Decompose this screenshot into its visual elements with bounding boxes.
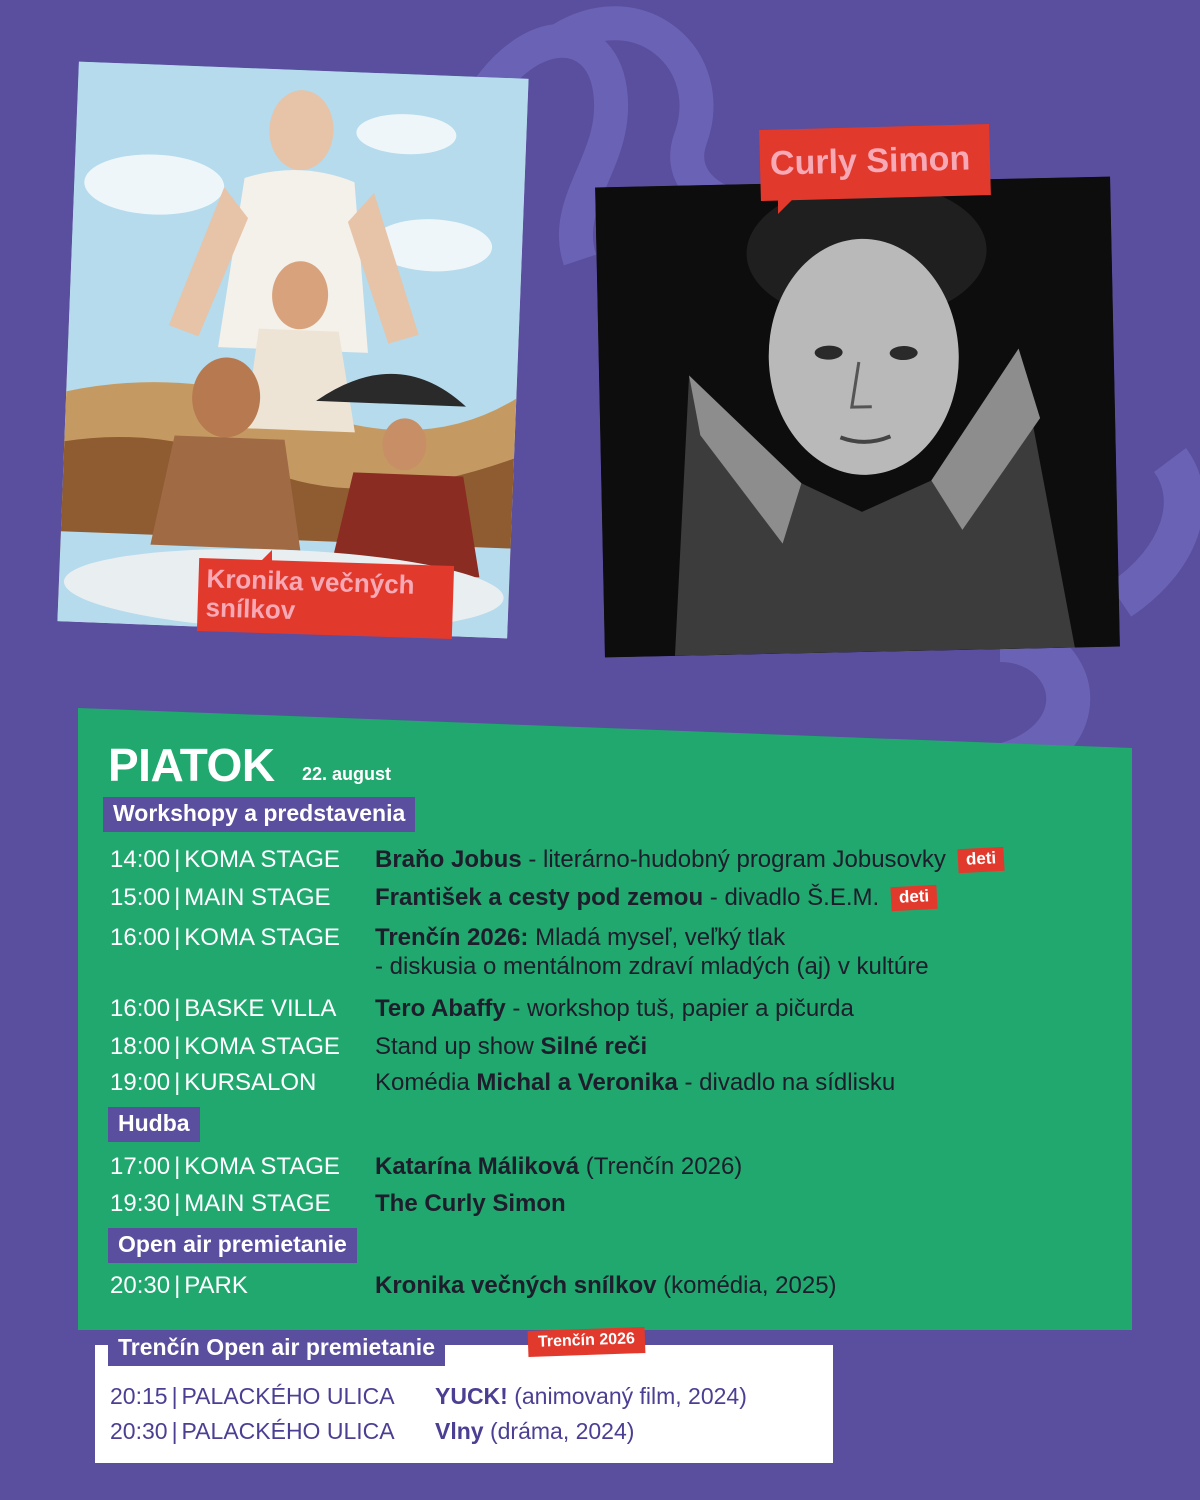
row-act-bold: YUCK! xyxy=(435,1383,508,1409)
row-act-text: Mladá myseľ, veľký tlak xyxy=(528,924,786,951)
row-act-bold: Silné reči xyxy=(540,1033,648,1060)
row-venue: KOMA STAGE xyxy=(184,924,340,951)
row-act-text: - divadlo na sídlisku xyxy=(677,1069,896,1096)
row-venue: KOMA STAGE xyxy=(184,1153,340,1180)
artist-portrait-illustration xyxy=(595,177,1120,658)
schedule-row: 15:00 | MAIN STAGE František a cesty pod zemou - divadlo Š.E.M. deti xyxy=(110,884,331,913)
day-date: 22. august xyxy=(302,764,392,784)
row-time: 20:30 xyxy=(110,1272,171,1299)
row-time: 18:00 xyxy=(110,1033,171,1060)
kids-badge: deti xyxy=(957,847,1004,874)
schedule-row: 19:00 | KURSALON Komédia Michal a Veronika - divadlo na sídlisku xyxy=(110,1069,896,1096)
film-poster-illustration xyxy=(57,62,528,639)
section-openair-title: Open air premietanie xyxy=(108,1228,357,1263)
day-title: PIATOK xyxy=(108,739,275,791)
schedule-row: 17:00 | KOMA STAGE Katarína Máliková (Trenčín 2026) xyxy=(110,1153,743,1180)
row-act-bold: Tero Abaffy xyxy=(375,995,506,1022)
schedule-row: 20:30 | PALACKÉHO ULICA Vlny (dráma, 2024) xyxy=(110,1418,635,1444)
row-act-bold: Michal a Veronika xyxy=(476,1069,678,1096)
section-trencin-title: Trenčín Open air premietanie xyxy=(108,1331,445,1366)
row-venue: MAIN STAGE xyxy=(184,884,331,911)
row-time: 20:15 xyxy=(110,1383,168,1409)
schedule-row: 20:15 | PALACKÉHO ULICA YUCK! (animovaný film, 2024) xyxy=(110,1383,747,1409)
row-act-text-line2: - diskusia o mentálnom zdraví mladých (aj) v kultúre xyxy=(375,952,929,980)
artist-portrait-image xyxy=(595,177,1120,658)
row-venue: PALACKÉHO ULICA xyxy=(181,1383,395,1409)
row-act-bold: Katarína Máliková xyxy=(375,1153,580,1180)
row-venue: PARK xyxy=(184,1272,248,1299)
film-poster-image xyxy=(57,62,528,639)
film-tag-tail xyxy=(258,550,272,564)
row-act-text: (dráma, 2024) xyxy=(483,1418,635,1444)
kids-badge: deti xyxy=(891,885,938,912)
film-label-tag xyxy=(197,558,454,639)
row-act-bold: Vlny xyxy=(435,1418,484,1444)
row-time: 19:30 xyxy=(110,1190,171,1217)
row-act-bold: Kronika večných snílkov xyxy=(375,1272,657,1299)
row-act-bold: The Curly Simon xyxy=(375,1190,566,1217)
row-act-text: - literárno-hudobný program Jobusovky xyxy=(521,846,946,873)
schedule-row: 16:00 | KOMA STAGE Trenčín 2026: Mladá myseľ, veľký tlak - diskusia o mentálnom zdraví mladých (aj) v kultúre xyxy=(110,924,929,980)
row-time: 17:00 xyxy=(110,1153,171,1180)
schedule-row: 20:30 | PARK Kronika večných snílkov (komédia, 2025) xyxy=(110,1272,837,1299)
row-act-text: (komédia, 2025) xyxy=(656,1272,837,1299)
schedule-row: 19:30 | MAIN STAGE The Curly Simon xyxy=(110,1190,566,1217)
schedule-row: 16:00 | BASKE VILLA Tero Abaffy - workshop tuš, papier a pičurda xyxy=(110,995,854,1022)
row-time: 16:00 xyxy=(110,995,171,1022)
row-venue: KOMA STAGE xyxy=(184,846,340,873)
row-act-bold: Trenčín 2026: xyxy=(375,924,529,951)
row-venue: KOMA STAGE xyxy=(184,1033,340,1060)
row-time: 15:00 xyxy=(110,884,171,911)
row-time: 16:00 xyxy=(110,924,171,951)
film-label-text: Kronika večných snílkov xyxy=(205,563,416,625)
row-act-text: - divadlo Š.E.M. xyxy=(703,884,880,911)
artist-label-text: Curly Simon xyxy=(769,139,971,183)
schedule-row: 14:00 | KOMA STAGE Braňo Jobus - literárno-hudobný program Jobusovky deti xyxy=(110,846,340,875)
row-act-bold: Braňo Jobus xyxy=(375,846,522,873)
row-act-bold: František a cesty pod zemou xyxy=(375,884,704,911)
row-venue: KURSALON xyxy=(184,1069,317,1096)
schedule-row: 18:00 | KOMA STAGE Stand up show Silné reči xyxy=(110,1033,648,1060)
row-act-text: (animovaný film, 2024) xyxy=(507,1383,747,1409)
row-time: 20:30 xyxy=(110,1418,168,1444)
row-venue: MAIN STAGE xyxy=(184,1190,331,1217)
row-act-text: - workshop tuš, papier a pičurda xyxy=(505,995,854,1022)
section-music-title: Hudba xyxy=(108,1107,200,1142)
row-time: 19:00 xyxy=(110,1069,171,1096)
section-workshops-title: Workshopy a predstavenia xyxy=(103,797,415,832)
row-venue: PALACKÉHO ULICA xyxy=(181,1418,395,1444)
trencin-2026-badge: Trenčín 2026 xyxy=(528,1327,646,1357)
row-act-pre: Komédia xyxy=(375,1069,477,1096)
artist-label-tag xyxy=(759,124,991,201)
row-time: 14:00 xyxy=(110,846,171,873)
row-venue: BASKE VILLA xyxy=(184,995,337,1022)
artist-tag-tail xyxy=(778,200,792,214)
row-act-pre: Stand up show xyxy=(375,1033,541,1060)
row-act-text: (Trenčín 2026) xyxy=(579,1153,743,1180)
